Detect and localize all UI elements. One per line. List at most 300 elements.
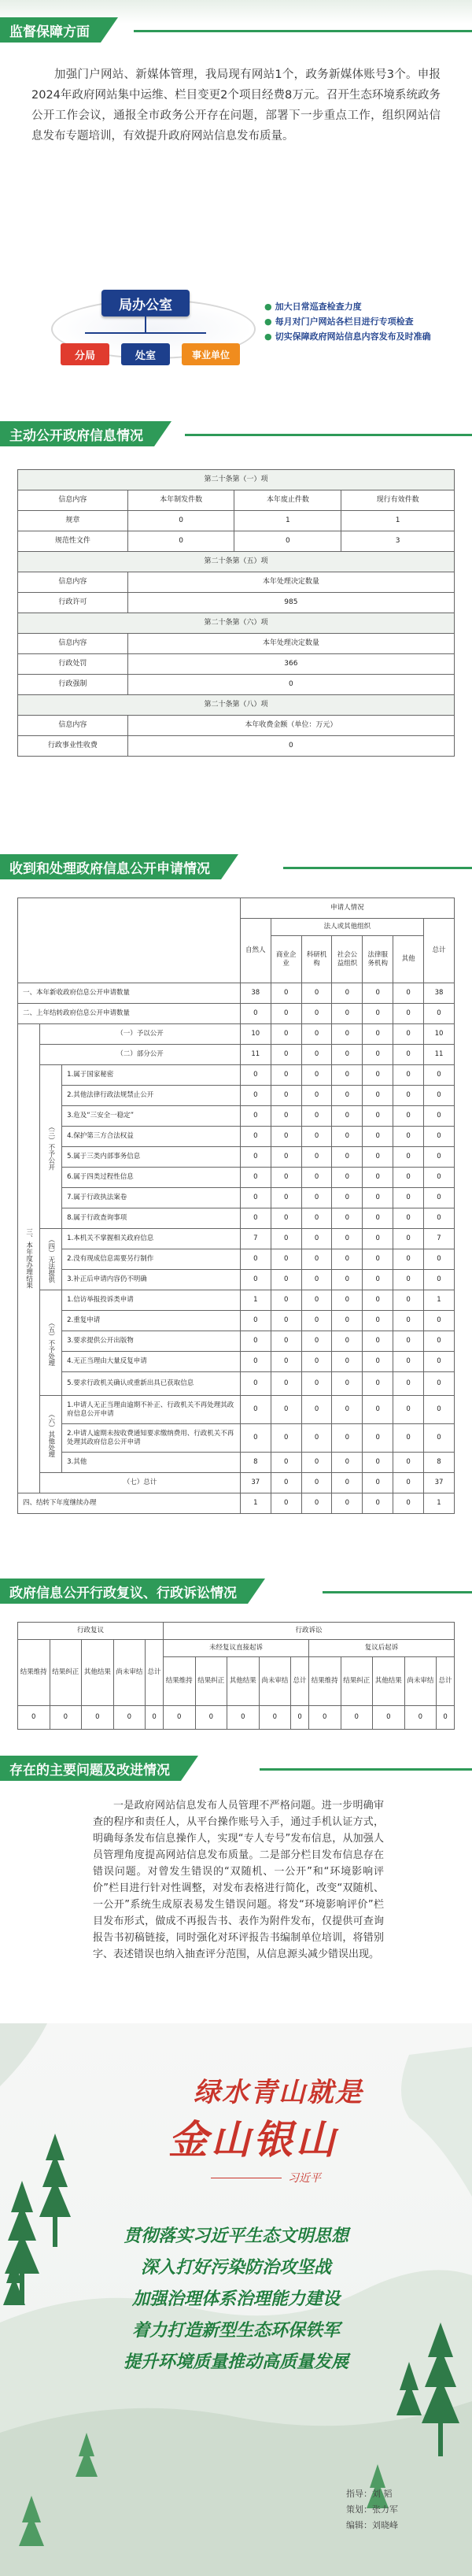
table-cell: 0 bbox=[271, 1004, 301, 1024]
col-header: 结果维持 bbox=[308, 1657, 341, 1706]
table-cell: 0 bbox=[332, 1086, 363, 1106]
org-sub-branch: 分局 bbox=[61, 343, 109, 365]
table-cell: 0 bbox=[271, 1424, 301, 1453]
table-cell: 0 bbox=[301, 1086, 332, 1106]
slogan-line: 着力打造新型生态环保铁军 bbox=[131, 2320, 340, 2341]
table-cell: 11 bbox=[424, 1045, 455, 1065]
table-cell: 0 bbox=[424, 1168, 455, 1188]
table-cell: 0 bbox=[127, 531, 234, 552]
table-cell: 0 bbox=[301, 1188, 332, 1208]
table-cell: 0 bbox=[271, 1473, 301, 1493]
table-cell: 0 bbox=[301, 983, 332, 1004]
section-header-problems bbox=[0, 1756, 472, 1781]
col-header: 尚未审结 bbox=[113, 1640, 146, 1706]
subheader: 未经复议直接起诉 bbox=[163, 1640, 308, 1657]
table-cell: 0 bbox=[301, 1290, 332, 1311]
table-cell: 0 bbox=[301, 1372, 332, 1396]
table-cell: 0 bbox=[301, 1453, 332, 1473]
col-header: 结果纠正 bbox=[341, 1657, 373, 1706]
table-cell: 0 bbox=[240, 1249, 271, 1270]
table-cell: 0 bbox=[363, 1229, 393, 1249]
table-cell: 0 bbox=[227, 1706, 260, 1730]
proactive-table bbox=[17, 469, 455, 757]
table-cell: 0 bbox=[271, 1372, 301, 1396]
table-cell: 0 bbox=[393, 1106, 424, 1127]
group-label: （五）不予处理 bbox=[40, 1290, 62, 1396]
table-cell: 1.属于国家秘密 bbox=[62, 1065, 241, 1086]
table-cell: 0 bbox=[424, 1270, 455, 1290]
table-cell: 0 bbox=[363, 1004, 393, 1024]
table-cell: 0 bbox=[240, 1208, 271, 1229]
group-label: （六）其他处理 bbox=[40, 1396, 62, 1473]
table-cell: 0 bbox=[363, 1396, 393, 1424]
col-header: 信息内容 bbox=[18, 634, 128, 654]
table-row bbox=[18, 1127, 455, 1147]
table-cell: 0 bbox=[424, 1004, 455, 1024]
credit-line: 策划：张力军 bbox=[346, 2504, 398, 2515]
table-row bbox=[18, 1208, 455, 1229]
table-row bbox=[18, 1396, 455, 1424]
table-cell: 0 bbox=[301, 1127, 332, 1147]
table-cell: 38 bbox=[424, 983, 455, 1004]
table-cell: 行政许可 bbox=[18, 593, 128, 613]
table-cell: 0 bbox=[240, 1270, 271, 1290]
calligraphy-line1: 绿水青山就是 bbox=[194, 2077, 363, 2108]
col-header: 本年处理决定数量 bbox=[127, 634, 454, 654]
table-row bbox=[18, 1424, 455, 1453]
table-cell: 0 bbox=[363, 1493, 393, 1514]
col-header: 本年处理决定数量 bbox=[127, 572, 454, 593]
table-cell: 8 bbox=[424, 1453, 455, 1473]
table-cell: 0 bbox=[332, 1188, 363, 1208]
table-cell: 0 bbox=[332, 1424, 363, 1453]
table-cell: 3.要求提供公开出版物 bbox=[62, 1331, 241, 1352]
table-cell: 0 bbox=[363, 1331, 393, 1352]
table-cell: 1 bbox=[341, 511, 455, 531]
table-cell: 0 bbox=[301, 1493, 332, 1514]
col-header: 其他 bbox=[393, 936, 424, 983]
slogan-line: 深入打好污染防治攻坚战 bbox=[140, 2257, 331, 2278]
table-cell: 0 bbox=[113, 1706, 146, 1730]
table-row bbox=[18, 1004, 455, 1024]
table-row bbox=[18, 1086, 455, 1106]
table-cell: 0 bbox=[363, 1453, 393, 1473]
table-cell: 0 bbox=[363, 1249, 393, 1270]
table-cell: 0 bbox=[332, 1396, 363, 1424]
table-cell: 0 bbox=[271, 1045, 301, 1065]
table-cell: 行政强制 bbox=[18, 675, 128, 695]
bullet-list bbox=[264, 301, 437, 342]
table-cell: 0 bbox=[363, 983, 393, 1004]
org-sub-institution: 事业单位 bbox=[182, 343, 240, 365]
table-cell: 0 bbox=[332, 1290, 363, 1311]
col-header: 本年制发件数 bbox=[127, 490, 234, 511]
table-cell: 0 bbox=[291, 1706, 309, 1730]
table-cell: 4.无正当理由大量反复申请 bbox=[62, 1352, 241, 1372]
table-cell: 0 bbox=[363, 1086, 393, 1106]
table-cell: 0 bbox=[332, 1127, 363, 1147]
table-cell: 0 bbox=[424, 1311, 455, 1331]
table-cell: 0 bbox=[393, 1024, 424, 1045]
review-header: 行政复议 bbox=[18, 1623, 164, 1640]
table-cell: （七）总计 bbox=[40, 1473, 241, 1493]
table-cell: 0 bbox=[271, 1188, 301, 1208]
table-cell: 0 bbox=[271, 1127, 301, 1147]
table-cell: 0 bbox=[301, 1249, 332, 1270]
col-header: 信息内容 bbox=[18, 716, 128, 736]
table-cell: 10 bbox=[424, 1024, 455, 1045]
table-cell: 0 bbox=[437, 1706, 455, 1730]
table-cell: 0 bbox=[240, 1004, 271, 1024]
table-cell: 0 bbox=[240, 1127, 271, 1147]
table-cell: 0 bbox=[271, 1453, 301, 1473]
org-sub-division: 处室 bbox=[121, 343, 170, 365]
table-cell: 0 bbox=[332, 1024, 363, 1045]
table-cell: 1.申请人无正当理由逾期不补正、行政机关不再处理其政府信息公开申请 bbox=[62, 1396, 241, 1424]
table-cell: 3 bbox=[341, 531, 455, 552]
col-header: 信息内容 bbox=[18, 572, 128, 593]
section-title: 存在的主要问题及改进情况 bbox=[0, 1756, 181, 1781]
table-cell: 规范性文件 bbox=[18, 531, 128, 552]
section-title: 政府信息公开行政复议、行政诉讼情况 bbox=[0, 1579, 248, 1604]
col-header: 结果维持 bbox=[18, 1640, 50, 1706]
table-cell: 0 bbox=[332, 1106, 363, 1127]
table-cell: 0 bbox=[393, 1249, 424, 1270]
footer-art bbox=[0, 2023, 472, 2576]
table-cell: 0 bbox=[271, 1493, 301, 1514]
table-cell: 0 bbox=[332, 1229, 363, 1249]
table-cell: 8 bbox=[240, 1453, 271, 1473]
table-cell: 0 bbox=[363, 1106, 393, 1127]
table-cell: 0 bbox=[363, 1045, 393, 1065]
table-cell: 0 bbox=[393, 1396, 424, 1424]
table-cell: 0 bbox=[393, 1127, 424, 1147]
col-header: 总计 bbox=[146, 1640, 164, 1706]
col-header: 科研机构 bbox=[301, 936, 332, 983]
bullet-item: ● 每月对门户网站各栏目进行专项检查 bbox=[264, 316, 414, 327]
table-cell: 2.重复申请 bbox=[62, 1311, 241, 1331]
table-cell: 0 bbox=[373, 1706, 405, 1730]
col-header: 其他结果 bbox=[373, 1657, 405, 1706]
table-cell: 0 bbox=[240, 1311, 271, 1331]
table-row bbox=[18, 1168, 455, 1188]
table-cell: 0 bbox=[393, 1065, 424, 1086]
bullet-item: ● 加大日常巡查检查力度 bbox=[264, 302, 362, 312]
table-cell: 366 bbox=[127, 654, 454, 675]
table-header: 第二十条第（六）项 bbox=[18, 613, 455, 634]
table-row bbox=[18, 1493, 455, 1514]
table-cell: 0 bbox=[363, 1168, 393, 1188]
table-row bbox=[18, 1331, 455, 1352]
table-cell: 行政事业性收费 bbox=[18, 736, 128, 757]
table-row bbox=[18, 1249, 455, 1270]
table-cell: 37 bbox=[240, 1473, 271, 1493]
table-header: 第二十条第（五）项 bbox=[18, 552, 455, 572]
header-rule bbox=[283, 867, 472, 869]
table-cell: 0 bbox=[424, 1065, 455, 1086]
table-cell: 37 bbox=[424, 1473, 455, 1493]
table-row bbox=[18, 1106, 455, 1127]
table-cell: 0 bbox=[271, 1311, 301, 1331]
table-cell: 0 bbox=[424, 1424, 455, 1453]
table-cell: 0 bbox=[271, 1024, 301, 1045]
table-cell: 3.其他 bbox=[62, 1453, 241, 1473]
table-cell: 0 bbox=[332, 1208, 363, 1229]
table-cell: 0 bbox=[240, 1168, 271, 1188]
col-header: 法律服务机构 bbox=[363, 936, 393, 983]
table-cell: 0 bbox=[301, 1424, 332, 1453]
col-header: 总计 bbox=[437, 1657, 455, 1706]
table-row bbox=[18, 1270, 455, 1290]
table-cell: 0 bbox=[332, 1065, 363, 1086]
table-cell: 0 bbox=[240, 1372, 271, 1396]
table-cell: 0 bbox=[271, 1086, 301, 1106]
table-cell: 0 bbox=[240, 1106, 271, 1127]
litigation-header: 行政诉讼 bbox=[163, 1623, 454, 1640]
table-row bbox=[18, 1065, 455, 1086]
table-cell: 0 bbox=[393, 1493, 424, 1514]
table-cell: 0 bbox=[363, 1372, 393, 1396]
table-cell: 0 bbox=[301, 1106, 332, 1127]
legal-header: 法人或其他组织 bbox=[271, 919, 423, 936]
table-cell: 0 bbox=[332, 1331, 363, 1352]
table-cell: 0 bbox=[393, 1270, 424, 1290]
header-rule bbox=[185, 434, 472, 436]
table-cell: 0 bbox=[18, 1706, 50, 1730]
col-header: 现行有效件数 bbox=[341, 490, 455, 511]
table-cell: 0 bbox=[240, 1086, 271, 1106]
table-cell: 0 bbox=[271, 1270, 301, 1290]
table-cell: 3.补正后申请内容仍不明确 bbox=[62, 1270, 241, 1290]
col-header: 总计 bbox=[291, 1657, 309, 1706]
table-cell: 0 bbox=[363, 1188, 393, 1208]
table-cell: 0 bbox=[393, 1188, 424, 1208]
table-cell: 0 bbox=[393, 1331, 424, 1352]
table-cell: 0 bbox=[332, 1249, 363, 1270]
table-cell: 0 bbox=[363, 1290, 393, 1311]
table-row bbox=[18, 1290, 455, 1311]
table-cell: 0 bbox=[271, 1106, 301, 1127]
table-cell: 0 bbox=[424, 1331, 455, 1352]
table-cell: 1 bbox=[234, 511, 341, 531]
table-cell: 985 bbox=[127, 593, 454, 613]
table-cell: 0 bbox=[393, 1372, 424, 1396]
table-cell: 0 bbox=[271, 1147, 301, 1168]
table-cell: 0 bbox=[301, 1024, 332, 1045]
calligraphy-signature: 习近平 bbox=[288, 2172, 321, 2185]
table-cell: 0 bbox=[393, 1086, 424, 1106]
table-cell: 0 bbox=[332, 1493, 363, 1514]
table-cell: 7.属于行政执法案卷 bbox=[62, 1188, 241, 1208]
header-rule bbox=[260, 1768, 472, 1771]
col-header: 结果维持 bbox=[163, 1657, 195, 1706]
table-cell: 0 bbox=[301, 1147, 332, 1168]
credit-line: 指导：刘 韬 bbox=[346, 2489, 393, 2499]
table-cell: 2.其他法律行政法规禁止公开 bbox=[62, 1086, 241, 1106]
table-cell: 0 bbox=[82, 1706, 114, 1730]
table-cell: 0 bbox=[341, 1706, 373, 1730]
table-cell: 7 bbox=[424, 1229, 455, 1249]
table-cell: 11 bbox=[240, 1045, 271, 1065]
table-cell: 0 bbox=[271, 1229, 301, 1249]
table-cell: 0 bbox=[393, 1229, 424, 1249]
table-cell: 1 bbox=[240, 1493, 271, 1514]
header-rule bbox=[323, 1591, 472, 1593]
section-title: 收到和处理政府信息公开申请情况 bbox=[0, 854, 221, 879]
table-cell: 0 bbox=[271, 1208, 301, 1229]
col-header: 社会公益组织 bbox=[332, 936, 363, 983]
table-cell: 0 bbox=[363, 1311, 393, 1331]
col-header: 其他结果 bbox=[227, 1657, 260, 1706]
table-cell: 一、本年新收政府信息公开申请数量 bbox=[18, 983, 241, 1004]
table-cell: 0 bbox=[424, 1127, 455, 1147]
table-cell: 0 bbox=[301, 1229, 332, 1249]
subheader: 复议后起诉 bbox=[308, 1640, 454, 1657]
section-header-proactive bbox=[0, 421, 472, 446]
table-cell: 0 bbox=[50, 1706, 82, 1730]
table-cell: 行政处罚 bbox=[18, 654, 128, 675]
section-title: 主动公开政府信息情况 bbox=[0, 421, 154, 446]
table-cell: （一）予以公开 bbox=[40, 1024, 241, 1045]
group-label: 三、本年度办理结果 bbox=[18, 1024, 40, 1493]
credit-line: 编辑：刘晓峰 bbox=[346, 2520, 398, 2530]
table-cell: 0 bbox=[332, 1004, 363, 1024]
table-cell: 0 bbox=[393, 1453, 424, 1473]
table-cell: 1 bbox=[240, 1290, 271, 1311]
table-cell: 0 bbox=[301, 1168, 332, 1188]
table-cell: 0 bbox=[363, 1352, 393, 1372]
table-cell: 0 bbox=[301, 1311, 332, 1331]
table-cell: 规章 bbox=[18, 511, 128, 531]
table-cell: 0 bbox=[301, 1352, 332, 1372]
table-cell: 0 bbox=[240, 1065, 271, 1086]
table-cell: 0 bbox=[393, 1208, 424, 1229]
table-cell: 0 bbox=[332, 1311, 363, 1331]
table-cell: 38 bbox=[240, 983, 271, 1004]
table-cell: 0 bbox=[424, 1106, 455, 1127]
table-cell: 0 bbox=[271, 1331, 301, 1352]
table-cell: 5.要求行政机关确认或重新出具已获取信息 bbox=[62, 1372, 241, 1396]
col-header: 总计 bbox=[424, 919, 455, 983]
table-cell: 0 bbox=[363, 1147, 393, 1168]
table-cell: 0 bbox=[146, 1706, 164, 1730]
table-cell: 0 bbox=[393, 1352, 424, 1372]
table-cell: 0 bbox=[234, 531, 341, 552]
table-cell: 0 bbox=[127, 511, 234, 531]
calligraphy-line2: 金山银山 bbox=[168, 2116, 338, 2163]
supervision-paragraph: 加强门户网站、新媒体管理，我局现有网站1个，政务新媒体账号3个。申报2024年政府网站集中运维、栏目变更2个项目经费8万元。召开生态环境系统政务公开工作会议，通报全市政务公开存在问题，部署下一步重点工作，组织网站信息发布专题培训，有效提升政府网站信息发布质量。 bbox=[31, 68, 441, 142]
table-cell: 0 bbox=[195, 1706, 227, 1730]
slogan-line: 加强治理体系治理能力建设 bbox=[131, 2289, 340, 2309]
table-cell: 7 bbox=[240, 1229, 271, 1249]
col-header: 结果纠正 bbox=[195, 1657, 227, 1706]
bullet-icon: ● bbox=[264, 302, 272, 312]
section-header-review bbox=[0, 1579, 472, 1604]
table-cell: 0 bbox=[424, 1372, 455, 1396]
table-cell: 0 bbox=[240, 1424, 271, 1453]
table-cell: 0 bbox=[393, 1045, 424, 1065]
table-row bbox=[18, 1352, 455, 1372]
org-chart bbox=[43, 283, 264, 386]
table-cell: 0 bbox=[308, 1706, 341, 1730]
table-cell: 0 bbox=[363, 1208, 393, 1229]
table-cell: 0 bbox=[127, 675, 454, 695]
org-connector-h bbox=[85, 332, 206, 334]
org-connector bbox=[145, 316, 146, 334]
table-row bbox=[18, 1045, 455, 1065]
table-cell: 0 bbox=[363, 1127, 393, 1147]
problems-paragraph: 一是政府网站信息发布人员管理不严格问题。进一步明确审查的程序和责任人，从平台操作账号入手，通过手机认证方式，明确每条发布信息操作人，实现“专人专号”发布信息，从加强人员管理角度提高网站信息发布质量。二是部分栏目发布信息存在错误问题。对曾发生错误的“双随机、一公开”和“环境影响评价”栏目进行针对性调整，对发布表格进行简化，改变“双随机、一公开”系统生成原表易发生错误问题。将发“环境影响评价”栏目发布形式，做成不再报告书、表作为附件发布，仅提供可查询报告书初稿链接，同时强化对环评报告书编制单位培训，将错别字、表述错误也纳入抽查评分范围，从信息源头减少错误出现。 bbox=[93, 1800, 384, 1960]
table-row bbox=[18, 1147, 455, 1168]
col-header: 商业企业 bbox=[271, 936, 301, 983]
table-cell: 0 bbox=[363, 1024, 393, 1045]
table-cell: 0 bbox=[393, 1290, 424, 1311]
table-cell: 0 bbox=[363, 1065, 393, 1086]
table-cell: 0 bbox=[271, 1290, 301, 1311]
table-cell: 0 bbox=[240, 1352, 271, 1372]
table-header: 第二十条第（一）项 bbox=[18, 470, 455, 490]
table-cell: 0 bbox=[332, 983, 363, 1004]
table-cell: 0 bbox=[332, 1045, 363, 1065]
table-cell: 0 bbox=[271, 1249, 301, 1270]
col-header: 结果纠正 bbox=[50, 1640, 82, 1706]
table-row bbox=[18, 1372, 455, 1396]
slogan-line: 贯彻落实习近平生态文明思想 bbox=[123, 2226, 348, 2246]
table-cell: 0 bbox=[271, 1168, 301, 1188]
table-cell: 0 bbox=[301, 1473, 332, 1493]
col-header: 其他结果 bbox=[82, 1640, 114, 1706]
table-cell: 0 bbox=[301, 1396, 332, 1424]
table-cell: 0 bbox=[424, 1208, 455, 1229]
group-label: （三）不予公开 bbox=[40, 1065, 62, 1229]
table-header: 第二十条第（八）项 bbox=[18, 695, 455, 716]
table-cell: 0 bbox=[363, 1270, 393, 1290]
table-cell: 0 bbox=[301, 1208, 332, 1229]
table-cell: 0 bbox=[240, 1396, 271, 1424]
table-cell: 8.属于行政查询事项 bbox=[62, 1208, 241, 1229]
table-cell: 0 bbox=[332, 1168, 363, 1188]
table-cell: 2.申请人逾期未按收费通知要求缴纳费用、行政机关不再处理其政府信息公开申请 bbox=[62, 1424, 241, 1453]
table-row bbox=[18, 1188, 455, 1208]
table-cell: 0 bbox=[424, 1352, 455, 1372]
table-cell: 3.危及“三安全一稳定” bbox=[62, 1106, 241, 1127]
section-header-supervision bbox=[0, 17, 472, 43]
applicant-header: 申请人情况 bbox=[240, 898, 454, 919]
col-header: 信息内容 bbox=[18, 490, 128, 511]
table-cell: 0 bbox=[271, 1396, 301, 1424]
table-cell: 0 bbox=[240, 1188, 271, 1208]
table-cell: 0 bbox=[301, 1065, 332, 1086]
table-row bbox=[18, 983, 455, 1004]
bullet-item: ● 切实保障政府网站信息内容发布及时准确 bbox=[264, 331, 431, 342]
table-cell: 0 bbox=[240, 1331, 271, 1352]
group-label: （四）无法提供 bbox=[40, 1229, 62, 1290]
col-header: 尚未审结 bbox=[404, 1657, 437, 1706]
bullet-icon: ● bbox=[264, 331, 272, 342]
table-cell: 6.属于四类过程性信息 bbox=[62, 1168, 241, 1188]
table-cell: 5.属于三类内部事务信息 bbox=[62, 1147, 241, 1168]
table-cell: 0 bbox=[301, 1270, 332, 1290]
section-title: 监督保障方面 bbox=[0, 17, 101, 43]
org-top-box: 局办公室 bbox=[101, 290, 190, 316]
table-cell: 0 bbox=[271, 1352, 301, 1372]
table-cell: 0 bbox=[424, 1188, 455, 1208]
table-cell: 1.信访举报投诉类申请 bbox=[62, 1290, 241, 1311]
col-header: 自然人 bbox=[240, 919, 271, 983]
corner-cell bbox=[18, 898, 241, 983]
table-cell: 4.保护第三方合法权益 bbox=[62, 1127, 241, 1147]
table-cell: 0 bbox=[424, 1396, 455, 1424]
